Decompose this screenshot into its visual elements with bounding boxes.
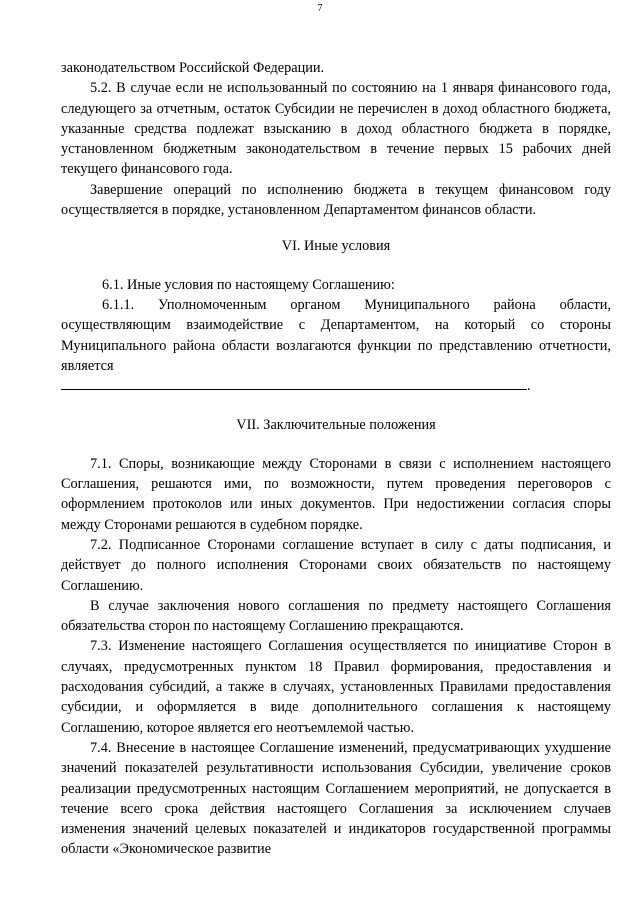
paragraph-7-1: 7.1. Споры, возникающие между Сторонами в связи с исполнением настоящего Соглашения, решаются ими, по возможности, путем проведения переговоров с оформлением протоколов или иных документов. При недостижении согласия споры между Сторонами решаются в судебном порядке. xyxy=(61,455,611,533)
paragraph-carryover: законодательством Российской Федерации. xyxy=(61,60,325,76)
paragraph-5-2: 5.2. В случае если не использованный по состоянию на 1 января финансового года, следующего за отчетным, остаток Субсидии не перечислен в доход областного бюджета, указанные средства подлежат взысканию в доход областного бюджета в порядке, установленном бюджетным законодательством в течение первых 15 рабочих дней текущего финансового года. xyxy=(61,80,611,178)
paragraph-6-1-1-end: является xyxy=(61,357,114,374)
paragraph-7-3: 7.3. Изменение настоящего Соглашения осуществляется по инициативе Сторон в случаях, предусмотренных пунктом 18 Правил формирования, предоставления и расходования субсидий, а также в случаях, установленных Правилами предоставления субсидии, и оформляется в виде дополнительного соглашения к настоящему Соглашению, которое является его неотъемлемой частью. xyxy=(61,638,611,736)
document-body xyxy=(61,58,611,860)
section-heading-7: VII. Заключительные положения xyxy=(236,417,436,434)
paragraph-6-1-1 xyxy=(61,295,611,376)
paragraph-6-1: 6.1. Иные условия по настоящему Соглашению: xyxy=(102,276,395,293)
paragraph-7-4: 7.4. Внесение в настоящее Соглашение изменений, предусматривающих ухудшение значений показателей результативности использования Субсидии, увеличение сроков реализации предусмотренных настоящим Соглашением мероприятий, не допускается в течение всего срока действия настоящего Соглашения за исключением случаев изменения значений целевых показателей и индикаторов государственной программы области «Экономическое развитие xyxy=(61,739,611,858)
paragraph-new-agreement: В случае заключения нового соглашения по предмету настоящего Соглашения обязательства сторон по настоящему Соглашению прекращаются. xyxy=(61,597,611,635)
paragraph-budget-completion: Завершение операций по исполнению бюджета в текущем финансовом году осуществляется в порядке, установленном Департаментом финансов области. xyxy=(61,181,611,219)
paragraph-6-1-1-text: 6.1.1. Уполномоченным органом Муниципального района области, осуществляющим взаимодействие с Департаментом, на который со стороны Муниципального района области возлагаются функции по представлению отчетности, xyxy=(61,296,611,354)
page-number: 7 xyxy=(317,3,323,14)
fill-in-underline xyxy=(61,376,527,390)
section-heading-6: VI. Иные условия xyxy=(281,238,391,255)
fill-in-period: . xyxy=(527,378,531,395)
blank-fill-line xyxy=(61,376,611,396)
paragraph-7-2: 7.2. Подписанное Сторонами соглашение вступает в силу с даты подписания, и действует до полного исполнения Сторонами своих обязательств по настоящему Соглашению. xyxy=(61,536,611,594)
